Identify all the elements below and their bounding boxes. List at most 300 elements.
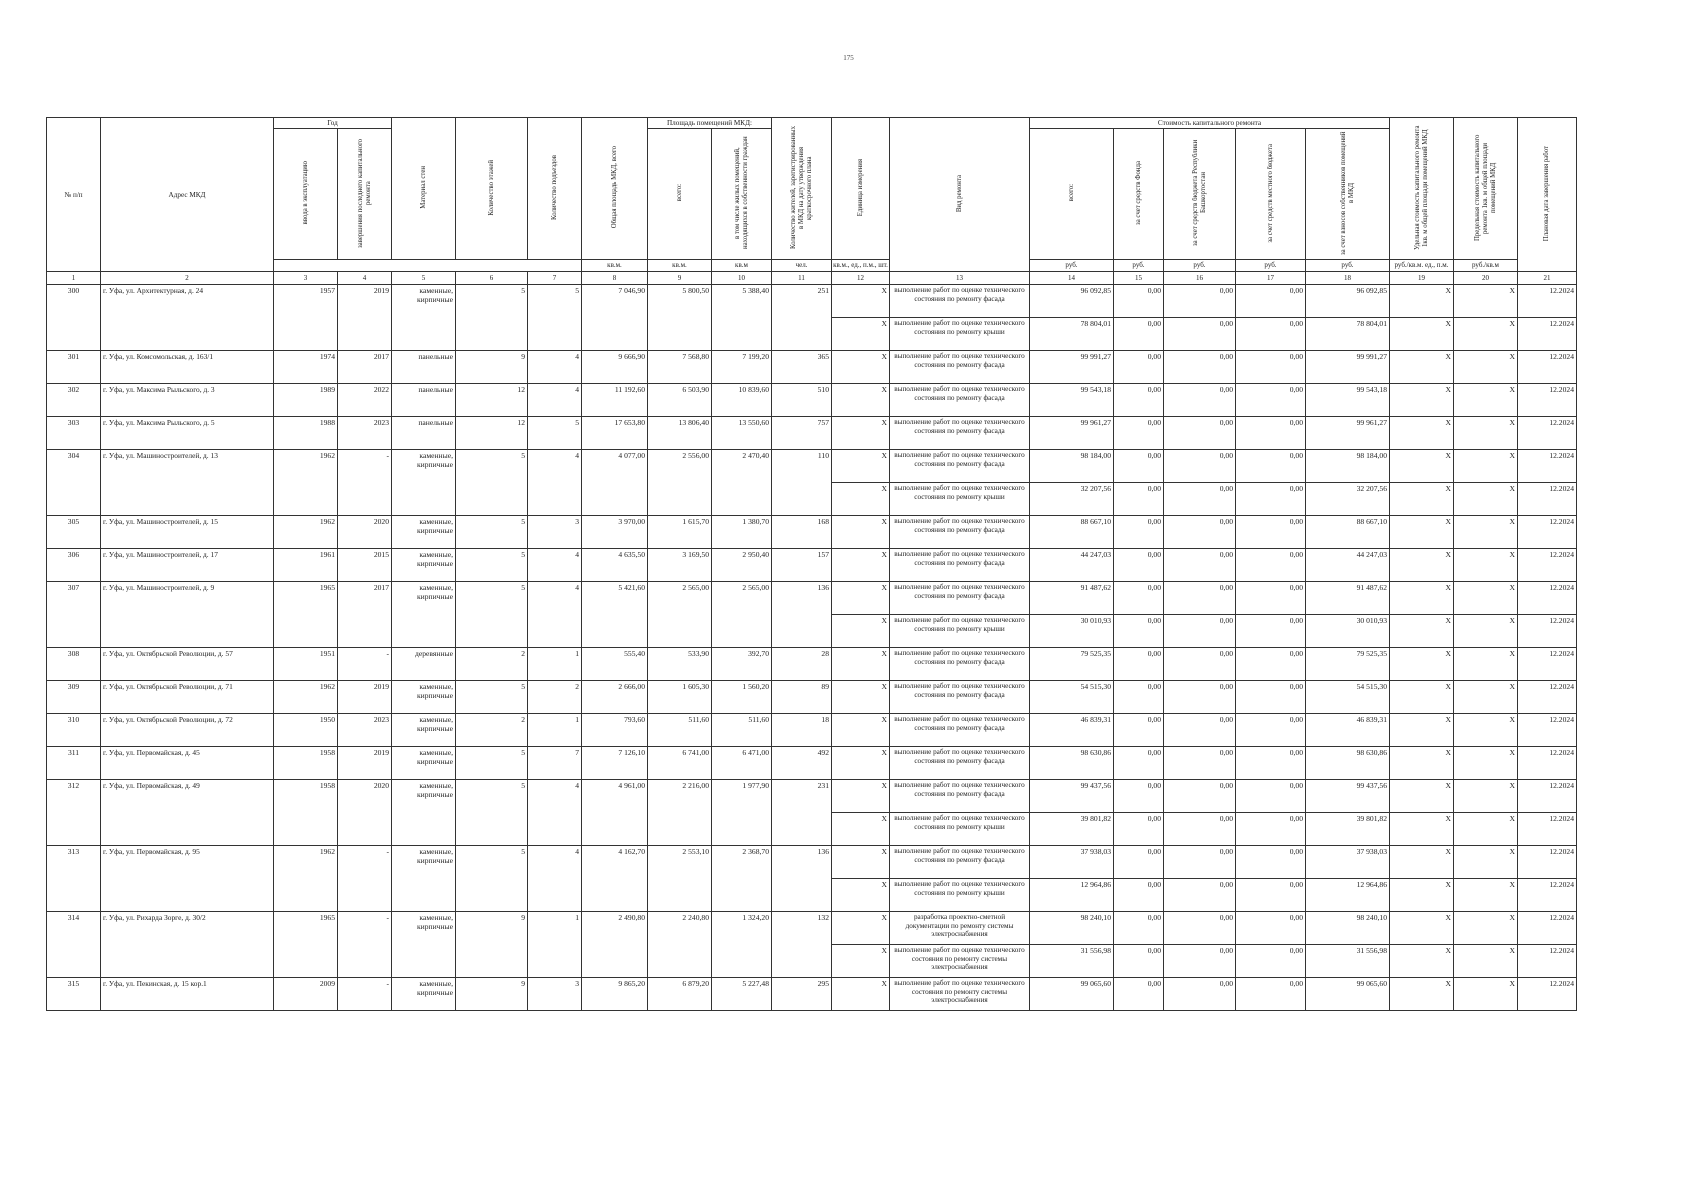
row-cost-owners: 79 525,35 [1306, 648, 1390, 681]
row-floors: 2 [456, 714, 528, 747]
row-cost-local: 0,00 [1236, 846, 1306, 879]
row-premises-total: 2 240,80 [648, 912, 712, 978]
row-wall-material: каменные, кирпичные [392, 714, 456, 747]
table-row [47, 417, 1577, 450]
row-wall-material: каменные, кирпичные [392, 549, 456, 582]
header-unit: Единица измерения [832, 118, 890, 260]
row-entrances: 4 [528, 351, 582, 384]
row-address: г. Уфа, ул. Архитектурная, д. 24 [101, 285, 274, 351]
row-number: 311 [47, 747, 101, 780]
row-year-last-repair: 2015 [338, 549, 392, 582]
row-cost-owners: 98 184,00 [1306, 450, 1390, 483]
row-unit: X [832, 285, 890, 318]
row-cost-republic: 0,00 [1164, 582, 1236, 615]
row-unit: X [832, 813, 890, 846]
units-spacer [274, 260, 582, 272]
row-cost-total: 99 437,56 [1030, 780, 1114, 813]
row-work-type: выполнение работ по оценке технического состояния по ремонту крыши [890, 483, 1030, 516]
row-floors: 5 [456, 780, 528, 846]
row-residents: 365 [772, 351, 832, 384]
row-work-type: выполнение работ по оценке технического состояния по ремонту крыши [890, 615, 1030, 648]
column-number: 1 [47, 272, 101, 285]
row-entrances: 4 [528, 582, 582, 648]
row-cost-local: 0,00 [1236, 318, 1306, 351]
row-work-type: выполнение работ по оценке технического состояния по ремонту фасада [890, 582, 1030, 615]
row-work-type: выполнение работ по оценке технического состояния по ремонту фасада [890, 681, 1030, 714]
row-cost-owners: 12 964,86 [1306, 879, 1390, 912]
row-unit-cost: X [1390, 582, 1454, 615]
row-cost-total: 79 525,35 [1030, 648, 1114, 681]
column-number: 10 [712, 272, 772, 285]
row-year-last-repair: - [338, 648, 392, 681]
column-number-row [47, 272, 1577, 285]
row-address: г. Уфа, ул. Первомайская, д. 45 [101, 747, 274, 780]
row-residents: 492 [772, 747, 832, 780]
row-wall-material: панельные [392, 417, 456, 450]
row-unit-cost: X [1390, 615, 1454, 648]
row-cost-republic: 0,00 [1164, 516, 1236, 549]
row-unit-cost: X [1390, 384, 1454, 417]
row-deadline: 12.2024 [1518, 747, 1577, 780]
row-year-commission: 1962 [274, 681, 338, 714]
table-row [47, 582, 1577, 615]
row-cost-fund: 0,00 [1114, 285, 1164, 318]
row-max-cost: X [1454, 516, 1518, 549]
row-address: г. Уфа, ул. Машиностроителей, д. 15 [101, 516, 274, 549]
row-number: 302 [47, 384, 101, 417]
row-residents: 168 [772, 516, 832, 549]
column-number: 18 [1306, 272, 1390, 285]
row-deadline: 12.2024 [1518, 450, 1577, 483]
row-cost-total: 30 010,93 [1030, 615, 1114, 648]
row-cost-local: 0,00 [1236, 714, 1306, 747]
row-cost-local: 0,00 [1236, 681, 1306, 714]
row-number: 303 [47, 417, 101, 450]
row-cost-owners: 98 630,86 [1306, 747, 1390, 780]
row-deadline: 12.2024 [1518, 549, 1577, 582]
table-row [47, 549, 1577, 582]
row-total-area: 793,60 [582, 714, 648, 747]
row-address: г. Уфа, ул. Комсомольская, д. 163/1 [101, 351, 274, 384]
row-unit-cost: X [1390, 747, 1454, 780]
row-premises-owned: 10 839,60 [712, 384, 772, 417]
row-premises-total: 5 800,50 [648, 285, 712, 351]
row-premises-owned: 5 227,48 [712, 978, 772, 1011]
row-cost-total: 12 964,86 [1030, 879, 1114, 912]
row-work-type: выполнение работ по оценке технического состояния по ремонту крыши [890, 813, 1030, 846]
row-floors: 2 [456, 648, 528, 681]
row-cost-owners: 39 801,82 [1306, 813, 1390, 846]
row-premises-owned: 1 380,70 [712, 516, 772, 549]
row-residents: 757 [772, 417, 832, 450]
header-max-cost: Предельная стоимость капитального ремонта 1кв. м общей площади помещений МКД [1454, 118, 1518, 260]
header-year-commission: ввода в эксплуатацию [274, 129, 338, 260]
page-number: 175 [843, 54, 854, 62]
row-unit-cost: X [1390, 879, 1454, 912]
row-cost-total: 88 667,10 [1030, 516, 1114, 549]
row-residents: 136 [772, 582, 832, 648]
row-cost-owners: 46 839,31 [1306, 714, 1390, 747]
row-address: г. Уфа, ул. Машиностроителей, д. 9 [101, 582, 274, 648]
row-total-area: 4 162,70 [582, 846, 648, 912]
row-cost-total: 99 065,60 [1030, 978, 1114, 1011]
row-premises-total: 6 741,00 [648, 747, 712, 780]
row-residents: 18 [772, 714, 832, 747]
row-max-cost: X [1454, 549, 1518, 582]
row-number: 313 [47, 846, 101, 912]
row-work-type: выполнение работ по оценке технического состояния по ремонту фасада [890, 549, 1030, 582]
header-cost-owners: за счет взносов собственников помещений в МКД [1306, 129, 1390, 260]
row-cost-republic: 0,00 [1164, 417, 1236, 450]
row-unit: X [832, 846, 890, 879]
row-deadline: 12.2024 [1518, 384, 1577, 417]
row-cost-local: 0,00 [1236, 285, 1306, 318]
row-unit: X [832, 582, 890, 615]
row-premises-total: 1 615,70 [648, 516, 712, 549]
row-unit: X [832, 747, 890, 780]
row-deadline: 12.2024 [1518, 879, 1577, 912]
unit-cell: кв.м. [582, 260, 648, 272]
row-cost-total: 99 543,18 [1030, 384, 1114, 417]
header-residents: Количество жителей, зарегистрированных в МКД на дату утверждения краткосрочного плана [772, 118, 832, 260]
row-unit-cost: X [1390, 549, 1454, 582]
row-year-last-repair: - [338, 978, 392, 1011]
row-unit: X [832, 549, 890, 582]
row-residents: 110 [772, 450, 832, 516]
row-cost-fund: 0,00 [1114, 450, 1164, 483]
row-cost-fund: 0,00 [1114, 681, 1164, 714]
row-cost-fund: 0,00 [1114, 483, 1164, 516]
row-cost-fund: 0,00 [1114, 582, 1164, 615]
row-deadline: 12.2024 [1518, 615, 1577, 648]
row-work-type: выполнение работ по оценке технического состояния по ремонту фасада [890, 384, 1030, 417]
row-max-cost: X [1454, 945, 1518, 978]
row-max-cost: X [1454, 450, 1518, 483]
row-max-cost: X [1454, 879, 1518, 912]
unit-cell: руб. [1114, 260, 1164, 272]
header-cost-republic: за счет средств бюджета Республики Башкортостан [1164, 129, 1236, 260]
row-premises-owned: 5 388,40 [712, 285, 772, 351]
row-year-last-repair: 2019 [338, 285, 392, 351]
row-address: г. Уфа, ул. Рихарда Зорге, д. 30/2 [101, 912, 274, 978]
header-cost-total: всего: [1030, 129, 1114, 260]
row-total-area: 3 970,00 [582, 516, 648, 549]
row-entrances: 3 [528, 516, 582, 549]
row-residents: 510 [772, 384, 832, 417]
row-premises-total: 2 556,00 [648, 450, 712, 516]
row-premises-total: 511,60 [648, 714, 712, 747]
row-max-cost: X [1454, 483, 1518, 516]
unit-cell: руб./кв.м. ед., п.м. [1390, 260, 1454, 272]
row-cost-local: 0,00 [1236, 384, 1306, 417]
row-unit: X [832, 417, 890, 450]
row-max-cost: X [1454, 978, 1518, 1011]
row-premises-owned: 2 368,70 [712, 846, 772, 912]
row-total-area: 555,40 [582, 648, 648, 681]
row-cost-republic: 0,00 [1164, 780, 1236, 813]
row-cost-fund: 0,00 [1114, 912, 1164, 945]
header-deadline: Плановая дата завершения работ [1518, 118, 1577, 272]
row-year-commission: 1974 [274, 351, 338, 384]
row-cost-fund: 0,00 [1114, 549, 1164, 582]
header-wall-material: Материал стен [392, 118, 456, 260]
row-premises-total: 6 503,90 [648, 384, 712, 417]
column-number: 13 [890, 272, 1030, 285]
row-max-cost: X [1454, 582, 1518, 615]
column-number: 4 [338, 272, 392, 285]
row-deadline: 12.2024 [1518, 483, 1577, 516]
row-premises-total: 13 806,40 [648, 417, 712, 450]
row-year-commission: 1988 [274, 417, 338, 450]
row-cost-owners: 96 092,85 [1306, 285, 1390, 318]
column-number: 3 [274, 272, 338, 285]
row-cost-republic: 0,00 [1164, 351, 1236, 384]
row-premises-total: 1 605,30 [648, 681, 712, 714]
row-unit-cost: X [1390, 417, 1454, 450]
row-cost-fund: 0,00 [1114, 384, 1164, 417]
row-cost-republic: 0,00 [1164, 846, 1236, 879]
row-entrances: 1 [528, 912, 582, 978]
column-number: 11 [772, 272, 832, 285]
row-floors: 12 [456, 384, 528, 417]
row-wall-material: панельные [392, 384, 456, 417]
row-max-cost: X [1454, 417, 1518, 450]
row-unit: X [832, 615, 890, 648]
row-cost-total: 32 207,56 [1030, 483, 1114, 516]
row-residents: 28 [772, 648, 832, 681]
row-year-commission: 1965 [274, 912, 338, 978]
row-cost-local: 0,00 [1236, 945, 1306, 978]
row-deadline: 12.2024 [1518, 846, 1577, 879]
column-number: 15 [1114, 272, 1164, 285]
row-year-commission: 1958 [274, 747, 338, 780]
row-entrances: 2 [528, 681, 582, 714]
row-entrances: 4 [528, 780, 582, 846]
table-row [47, 978, 1577, 1011]
row-cost-local: 0,00 [1236, 648, 1306, 681]
row-year-last-repair: 2020 [338, 516, 392, 549]
row-number: 301 [47, 351, 101, 384]
column-number: 6 [456, 272, 528, 285]
row-cost-republic: 0,00 [1164, 615, 1236, 648]
row-cost-total: 46 839,31 [1030, 714, 1114, 747]
row-unit: X [832, 978, 890, 1011]
row-number: 300 [47, 285, 101, 351]
row-address: г. Уфа, ул. Октябрьской Революции, д. 57 [101, 648, 274, 681]
row-premises-owned: 1 324,20 [712, 912, 772, 978]
row-deadline: 12.2024 [1518, 516, 1577, 549]
column-number: 2 [101, 272, 274, 285]
row-year-last-repair: - [338, 450, 392, 516]
row-year-commission: 1962 [274, 450, 338, 516]
row-unit: X [832, 681, 890, 714]
row-cost-total: 54 515,30 [1030, 681, 1114, 714]
row-unit: X [832, 879, 890, 912]
row-unit-cost: X [1390, 780, 1454, 813]
row-cost-local: 0,00 [1236, 978, 1306, 1011]
row-total-area: 7 126,10 [582, 747, 648, 780]
row-year-last-repair: - [338, 846, 392, 912]
header-total-area: Общая площадь МКД, всего [582, 118, 648, 260]
row-deadline: 12.2024 [1518, 978, 1577, 1011]
row-unit-cost: X [1390, 648, 1454, 681]
row-max-cost: X [1454, 780, 1518, 813]
row-number: 309 [47, 681, 101, 714]
unit-cell: кв.м., ед., п.м., шт. [832, 260, 890, 272]
row-entrances: 7 [528, 747, 582, 780]
row-entrances: 1 [528, 714, 582, 747]
row-work-type: выполнение работ по оценке технического состояния по ремонту крыши [890, 879, 1030, 912]
row-premises-total: 6 879,20 [648, 978, 712, 1011]
header-floors: Количество этажей [456, 118, 528, 260]
row-deadline: 12.2024 [1518, 681, 1577, 714]
row-cost-local: 0,00 [1236, 747, 1306, 780]
header-entrances: Количество подъездов [528, 118, 582, 260]
row-cost-republic: 0,00 [1164, 945, 1236, 978]
row-max-cost: X [1454, 318, 1518, 351]
table-row [47, 780, 1577, 813]
header-premises-total: всего: [648, 129, 712, 260]
row-cost-fund: 0,00 [1114, 516, 1164, 549]
header-address: Адрес МКД [101, 118, 274, 272]
row-total-area: 9 865,20 [582, 978, 648, 1011]
row-cost-owners: 37 938,03 [1306, 846, 1390, 879]
header-year-group: Год [274, 118, 392, 129]
column-number: 17 [1236, 272, 1306, 285]
table-row [47, 747, 1577, 780]
row-unit-cost: X [1390, 945, 1454, 978]
header-premises-fee: в том числе жилых помещений, находящихся в собственности граждан [712, 129, 772, 260]
row-cost-fund: 0,00 [1114, 780, 1164, 813]
row-residents: 251 [772, 285, 832, 351]
row-year-last-repair: 2017 [338, 582, 392, 648]
row-year-commission: 2009 [274, 978, 338, 1011]
row-cost-republic: 0,00 [1164, 483, 1236, 516]
row-year-commission: 1958 [274, 780, 338, 846]
row-cost-owners: 32 207,56 [1306, 483, 1390, 516]
row-cost-republic: 0,00 [1164, 285, 1236, 318]
row-cost-total: 98 630,86 [1030, 747, 1114, 780]
row-cost-local: 0,00 [1236, 516, 1306, 549]
row-wall-material: каменные, кирпичные [392, 516, 456, 549]
row-unit: X [832, 483, 890, 516]
row-cost-republic: 0,00 [1164, 648, 1236, 681]
row-work-type: выполнение работ по оценке технического состояния по ремонту фасада [890, 747, 1030, 780]
unit-cell: руб. [1236, 260, 1306, 272]
table-body [47, 285, 1577, 1011]
row-number: 305 [47, 516, 101, 549]
row-residents: 132 [772, 912, 832, 978]
row-unit-cost: X [1390, 285, 1454, 318]
row-cost-local: 0,00 [1236, 582, 1306, 615]
row-cost-republic: 0,00 [1164, 714, 1236, 747]
row-cost-republic: 0,00 [1164, 549, 1236, 582]
row-cost-local: 0,00 [1236, 351, 1306, 384]
row-cost-republic: 0,00 [1164, 384, 1236, 417]
table-row [47, 384, 1577, 417]
row-address: г. Уфа, ул. Максима Рыльского, д. 3 [101, 384, 274, 417]
row-deadline: 12.2024 [1518, 912, 1577, 945]
table-row [47, 714, 1577, 747]
row-deadline: 12.2024 [1518, 780, 1577, 813]
row-max-cost: X [1454, 615, 1518, 648]
row-cost-local: 0,00 [1236, 549, 1306, 582]
header-unit-cost: Удельная стоимость капитального ремонта 1кв. м общей площади помещений МКД [1390, 118, 1454, 260]
row-address: г. Уфа, ул. Октябрьской Революции, д. 71 [101, 681, 274, 714]
row-cost-total: 44 247,03 [1030, 549, 1114, 582]
row-cost-owners: 78 804,01 [1306, 318, 1390, 351]
row-entrances: 4 [528, 549, 582, 582]
row-work-type: выполнение работ по оценке технического состояния по ремонту фасада [890, 285, 1030, 318]
row-cost-owners: 91 487,62 [1306, 582, 1390, 615]
row-cost-republic: 0,00 [1164, 912, 1236, 945]
row-cost-total: 91 487,62 [1030, 582, 1114, 615]
row-cost-republic: 0,00 [1164, 879, 1236, 912]
row-unit: X [832, 318, 890, 351]
row-premises-total: 2 565,00 [648, 582, 712, 648]
row-deadline: 12.2024 [1518, 648, 1577, 681]
row-work-type: выполнение работ по оценке технического состояния по ремонту фасада [890, 846, 1030, 879]
row-year-commission: 1951 [274, 648, 338, 681]
column-number: 7 [528, 272, 582, 285]
row-cost-local: 0,00 [1236, 615, 1306, 648]
row-work-type: выполнение работ по оценке технического состояния по ремонту фасада [890, 351, 1030, 384]
row-cost-local: 0,00 [1236, 780, 1306, 813]
table-row [47, 648, 1577, 681]
header-cost-fund: за счет средств Фонда [1114, 129, 1164, 260]
row-wall-material: каменные, кирпичные [392, 978, 456, 1011]
row-cost-local: 0,00 [1236, 879, 1306, 912]
row-entrances: 3 [528, 978, 582, 1011]
row-wall-material: каменные, кирпичные [392, 450, 456, 516]
row-max-cost: X [1454, 285, 1518, 318]
row-total-area: 4 077,00 [582, 450, 648, 516]
unit-cell: руб. [1164, 260, 1236, 272]
row-unit: X [832, 384, 890, 417]
row-unit-cost: X [1390, 978, 1454, 1011]
row-deadline: 12.2024 [1518, 582, 1577, 615]
row-year-last-repair: 2019 [338, 747, 392, 780]
row-deadline: 12.2024 [1518, 714, 1577, 747]
row-number: 306 [47, 549, 101, 582]
row-deadline: 12.2024 [1518, 285, 1577, 318]
row-work-type: выполнение работ по оценке технического состояния по ремонту фасада [890, 417, 1030, 450]
row-wall-material: каменные, кирпичные [392, 846, 456, 912]
table-row [47, 351, 1577, 384]
row-cost-republic: 0,00 [1164, 450, 1236, 483]
row-work-type: выполнение работ по оценке технического состояния по ремонту фасада [890, 714, 1030, 747]
row-year-commission: 1989 [274, 384, 338, 417]
row-unit: X [832, 351, 890, 384]
row-max-cost: X [1454, 846, 1518, 879]
row-residents: 89 [772, 681, 832, 714]
row-unit-cost: X [1390, 450, 1454, 483]
row-premises-owned: 6 471,00 [712, 747, 772, 780]
row-cost-republic: 0,00 [1164, 318, 1236, 351]
row-floors: 5 [456, 846, 528, 912]
row-year-last-repair: 2019 [338, 681, 392, 714]
column-number: 12 [832, 272, 890, 285]
table-row [47, 450, 1577, 483]
row-number: 308 [47, 648, 101, 681]
row-year-last-repair: 2017 [338, 351, 392, 384]
row-cost-fund: 0,00 [1114, 714, 1164, 747]
row-total-area: 4 961,00 [582, 780, 648, 846]
row-year-commission: 1962 [274, 846, 338, 912]
row-year-commission: 1950 [274, 714, 338, 747]
row-wall-material: каменные, кирпичные [392, 285, 456, 351]
row-cost-fund: 0,00 [1114, 945, 1164, 978]
